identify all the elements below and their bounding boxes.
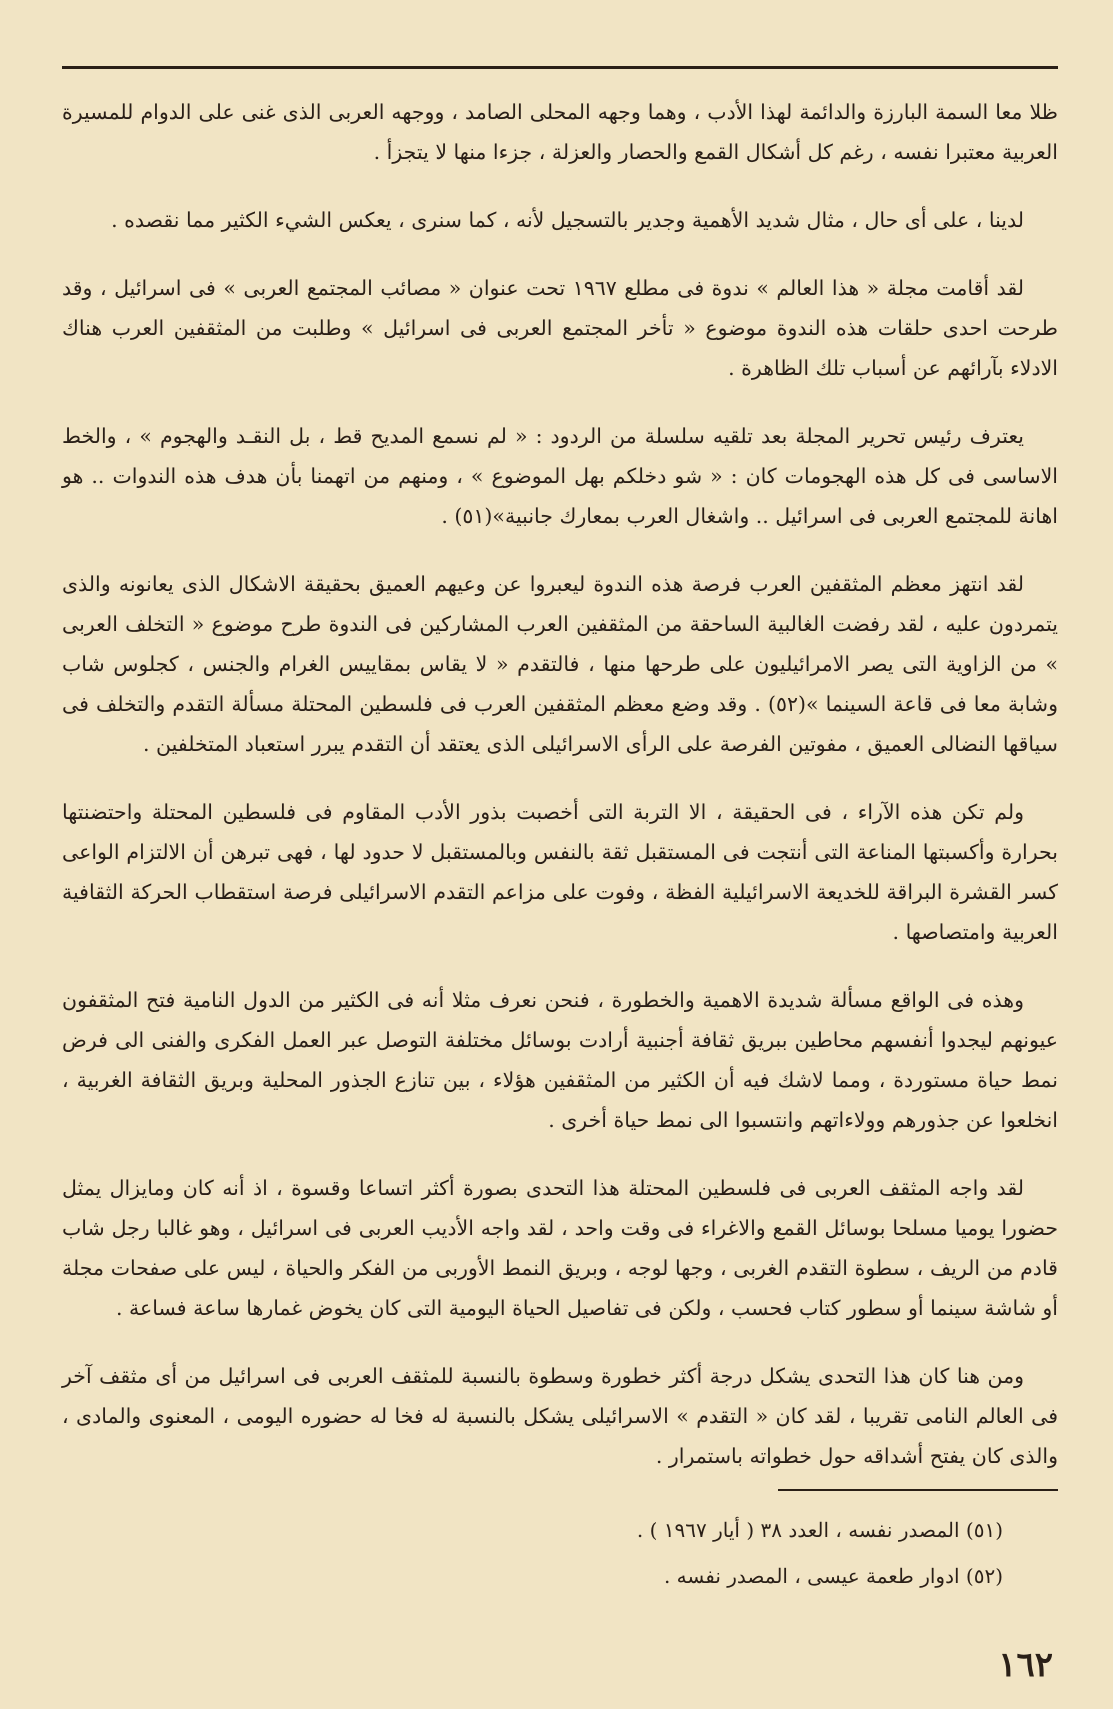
- paragraph-1: ظلا معا السمة البارزة والدائمة لهذا الأدب ، وهما وجهه المحلى الصامد ، ووجهه العربى الذى غنى على الدوام للمسيرة العربية معتبرا نفسه ، رغم كل أشكال القمع والحصار والعزلة ، جزءا منها لا يتجزأ .: [62, 100, 1058, 164]
- footnote-51: (٥١) المصدر نفسه ، العدد ٣٨ ( أيار ١٩٦٧ ) .: [636, 1518, 1003, 1542]
- paragraph-4: يعترف رئيس تحرير المجلة بعد تلقيه سلسلة من الردود : « لم نسمع المديح قط ، بل النقـد والهجوم » ، والخط الاساسى فى كل هذه الهجومات كان : « شو دخلكم بهل الموضوع » ، ومنهم من اتهمنا بأن هدف هذه الندوات .. هو اهانة للمجتمع العربى فى اسرائيل .. واشغال العرب بمعارك جانبية»(٥١) .: [62, 424, 1058, 528]
- top-rule: [62, 66, 1058, 69]
- footnotes: [62, 1512, 1003, 1604]
- paragraph-7: وهذه فى الواقع مسألة شديدة الاهمية والخطورة ، فنحن نعرف مثلا أنه فى الكثير من الدول النامية فتح المثقفون عيونهم ليجدوا أنفسهم محاطين ببريق ثقافة أجنبية أرادت بوسائل مختلفة التوصل عبر العمل الفكرى والفنى الى فرض نمط حياة مستوردة ، ومما لاشك فيه أن الكثير من المثقفين هؤلاء ، بين تنازع الجذور المحلية وبريق الثقافة الغربية ، انخلعوا عن جذورهم وولاءاتهم وانتسبوا الى نمط حياة أخرى .: [62, 988, 1058, 1132]
- paragraph-6: ولم تكن هذه الآراء ، فى الحقيقة ، الا التربة التى أخصبت بذور الأدب المقاوم فى فلسطين المحتلة واحتضنتها بحرارة وأكسبتها المناعة التى أنتجت فى المستقبل ثقة بالنفس وبالمستقبل لا حدود لها ، فهى تبرهن أن الالتزام الواعى كسر القشرة البراقة للخديعة الاسرائيلية الفظة ، وفوت على مزاعم التقدم الاسرائيلى فرصة استقطاب الحركة الثقافية العربية وامتصاصها .: [62, 800, 1058, 944]
- footnote-52: (٥٢) ادوار طعمة عيسى ، المصدر نفسه .: [663, 1564, 1003, 1588]
- paragraph-2: لدينا ، على أى حال ، مثال شديد الأهمية وجدير بالتسجيل لأنه ، كما سنرى ، يعكس الشيء الكثير مما نقصده .: [111, 208, 1024, 232]
- footnote-rule: [778, 1489, 1058, 1491]
- paragraph-5: لقد انتهز معظم المثقفين العرب فرصة هذه الندوة ليعبروا عن وعيهم العميق بحقيقة الاشكال الذى يعانونه والذى يتمردون عليه ، لقد رفضت الغالبية الساحقة من المثقفين العرب المشاركين فى الندوة طرح موضوع « التخلف العربى » من الزاوية التى يصر الامرائيليون على طرحها منها ، فالتقدم « لا يقاس بمقاييس الغرام والجنس ، كجلوس شاب وشابة معا فى قاعة السينما »(٥٢) . وقد وضع معظم المثقفين العرب فى فلسطين المحتلة مسألة التقدم والتخلف فى سياقها النضالى العميق ، مفوتين الفرصة على الرأى الاسرائيلى الذى يعتقد أن التقدم يبرر استعباد المتخلفين .: [62, 572, 1058, 756]
- page-number: ١٦٢: [998, 1645, 1053, 1685]
- paragraph-9: ومن هنا كان هذا التحدى يشكل درجة أكثر خطورة وسطوة بالنسبة للمثقف العربى فى اسرائيل من أى مثقف آخر فى العالم النامى تقريبا ، لقد كان « التقدم » الاسرائيلى يشكل بالنسبة له فخا له حضوره اليومى ، المعنوى والمادى ، والذى كان يفتح أشداقه حول خطواته باستمرار .: [62, 1364, 1058, 1468]
- paragraph-3: لقد أقامت مجلة « هذا العالم » ندوة فى مطلع ١٩٦٧ تحت عنوان « مصائب المجتمع العربى » فى اسرائيل ، وقد طرحت احدى حلقات هذه الندوة موضوع « تأخر المجتمع العربى فى اسرائيل » وطلبت من المثقفين العرب هناك الادلاء بآرائهم عن أسباب تلك الظاهرة .: [62, 276, 1058, 380]
- body-text: [62, 92, 1058, 1504]
- paragraph-8: لقد واجه المثقف العربى فى فلسطين المحتلة هذا التحدى بصورة أكثر اتساعا وقسوة ، اذ أنه كان ومايزال يمثل حضورا يوميا مسلحا بوسائل القمع والاغراء فى وقت واحد ، لقد واجه الأديب العربى فى اسرائيل ، وهو غالبا رجل شاب قادم من الريف ، سطوة التقدم الغربى ، وجها لوجه ، وبريق النمط الأوربى من الفكر والحياة ، ليس على صفحات مجلة أو شاشة سينما أو سطور كتاب فحسب ، ولكن فى تفاصيل الحياة اليومية التى كان يخوض غمارها ساعة فساعة .: [62, 1176, 1058, 1320]
